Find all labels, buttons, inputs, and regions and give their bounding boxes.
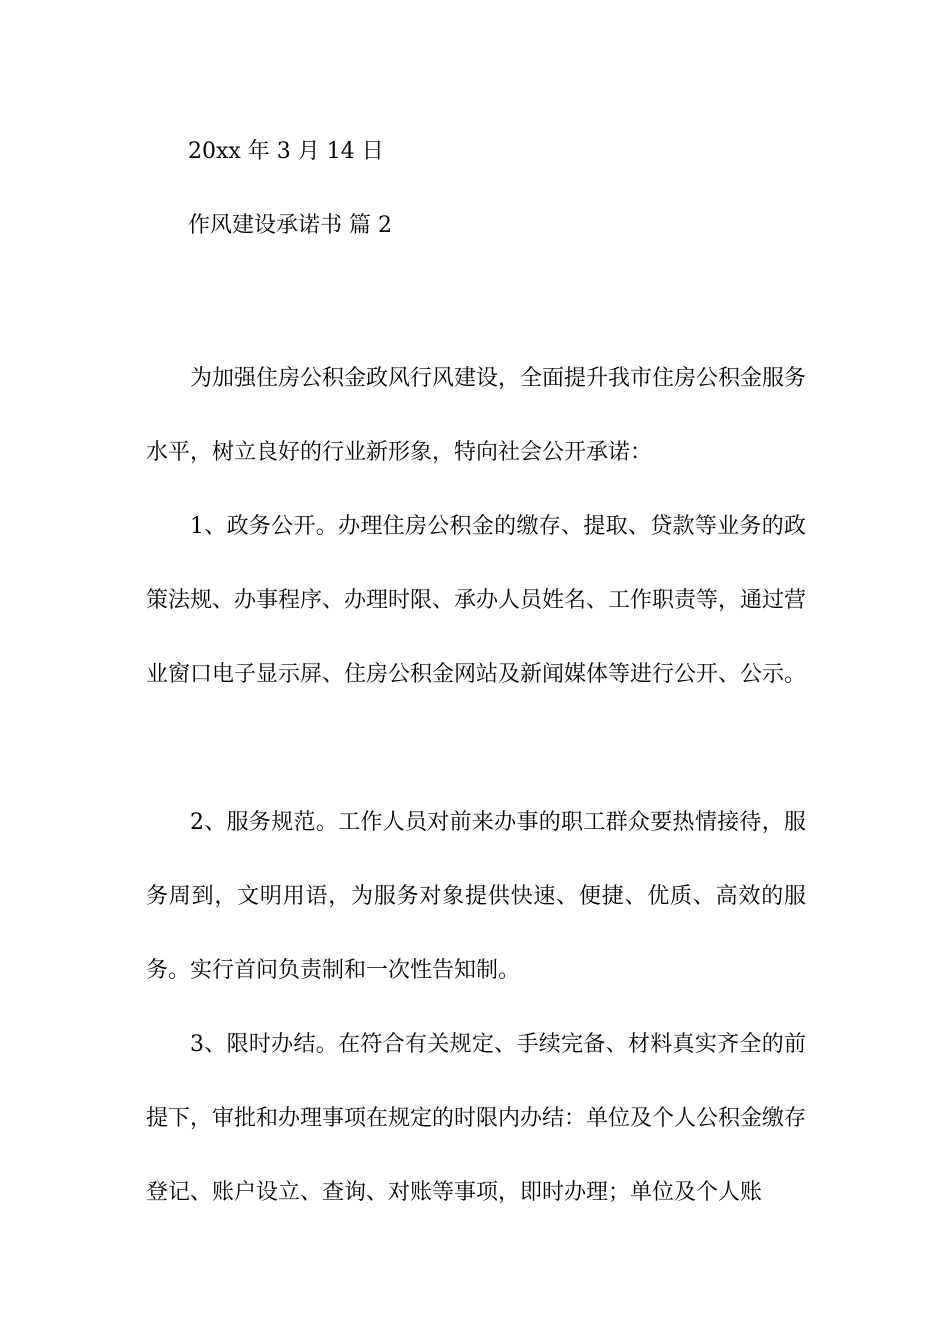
section-heading: 作风建设承诺书 篇 2 <box>188 213 392 238</box>
paragraph-item-3: 3、限时办结。在符合有关规定、手续完备、材料真实齐全的前提下，审批和办理事项在规定的时限内办结：单位及个人公积金缴存登记、账户设立、查询、对账等事项，即时办理；单位及个人账 <box>146 1032 807 1205</box>
paragraph-item-1: 1、政务公开。办理住房公积金的缴存、提取、贷款等业务的政策法规、办事程序、办理时限、承办人员姓名、工作职责等，通过营业窗口电子显示屏、住房公积金网站及新闻媒体等进行公开、公示。 <box>146 514 807 687</box>
paragraph-intro: 为加强住房公积金政风行风建设，全面提升我市住房公积金服务水平，树立良好的行业新形象，特向社会公开承诺： <box>146 366 807 465</box>
document-date: 20xx 年 3 月 14 日 <box>188 139 384 164</box>
paragraph-item-2: 2、服务规范。工作人员对前来办事的职工群众要热情接待，服务周到，文明用语，为服务对象提供快速、便捷、优质、高效的服务。实行首问负责制和一次性告知制。 <box>146 810 806 983</box>
